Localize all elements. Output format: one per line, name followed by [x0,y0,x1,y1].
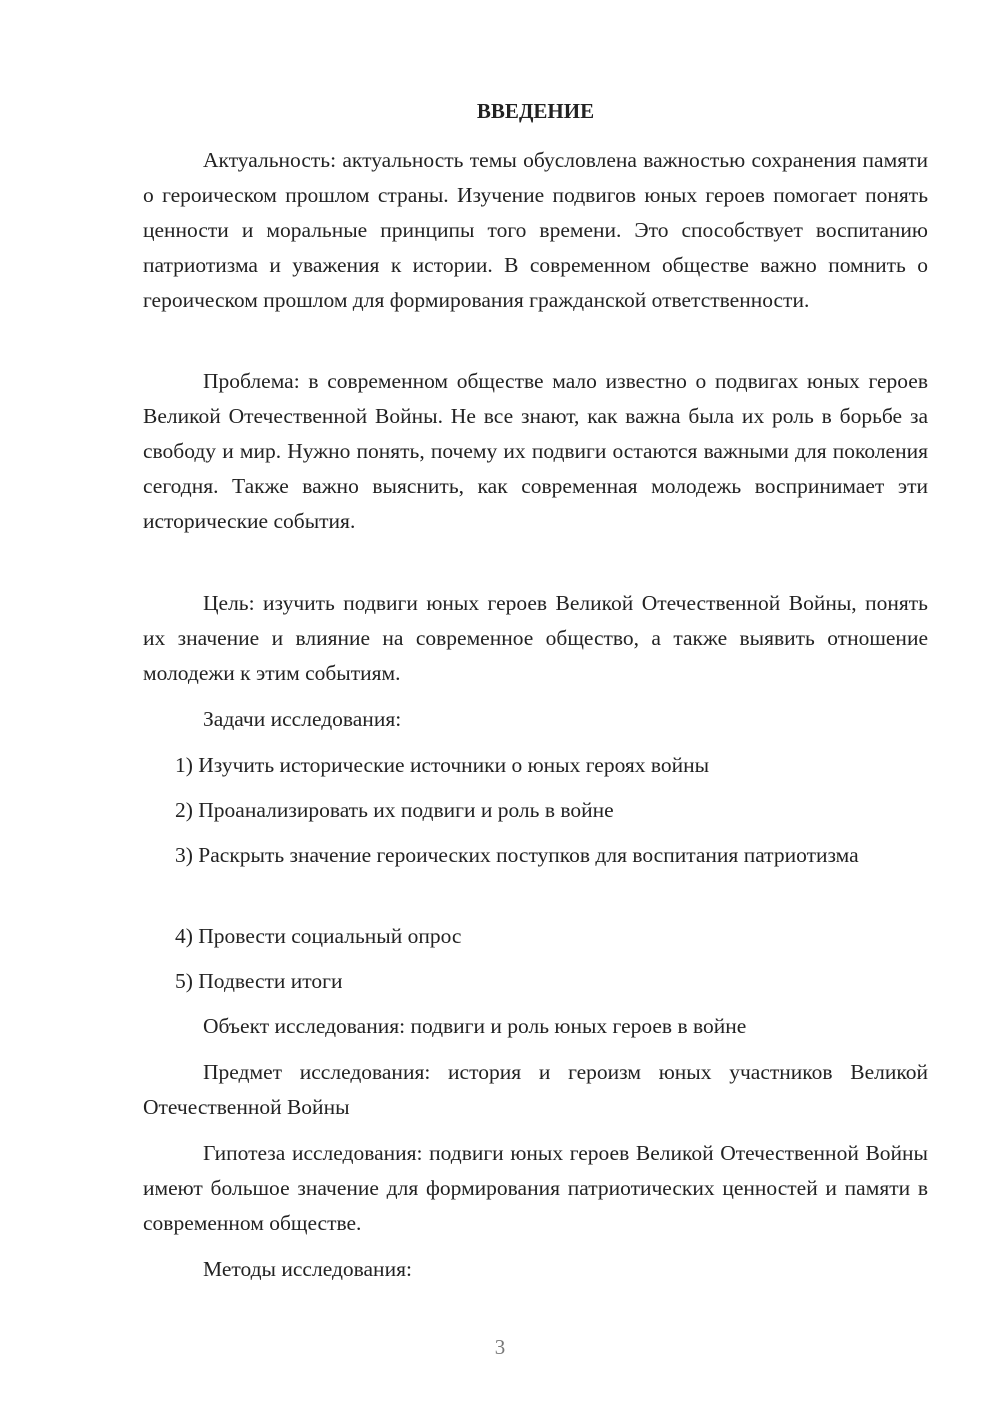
subject-paragraph: Предмет исследования: история и героизм юных участников Великой Отечественной Войны [143,1060,928,1119]
task-item: 2) Проанализировать их подвиги и роль в войне [175,798,614,822]
methods-heading: Методы исследования: [203,1257,412,1281]
goal-paragraph: Цель: изучить подвиги юных героев Великой Отечественной Войны, понять их значение и влияние на современное общество, а также выявить отношение молодежи к этим событиям. [143,591,928,685]
object-paragraph: Объект исследования: подвиги и роль юных героев в войне [203,1014,747,1038]
task-item: 1) Изучить исторические источники о юных героях войны [175,753,710,777]
task-item: 3) Раскрыть значение героических поступков для воспитания патриотизма [175,843,859,867]
tasks-heading: Задачи исследования: [203,707,402,731]
relevance-paragraph: Актуальность: актуальность темы обусловлена важностью сохранения памяти о героическом прошлом страны. Изучение подвигов юных героев помогает понять ценности и моральные принципы того времени. Это способствует воспитанию патриотизма и уважения к истории. В современном обществе важно помнить о героическом прошлом для формирования гражданской ответственности. [143,148,928,312]
task-item: 4) Провести социальный опрос [175,924,462,948]
task-item: 5) Подвести итоги [175,969,343,993]
section-heading: ВВЕДЕНИЕ [476,99,595,123]
hypothesis-paragraph: Гипотеза исследования: подвиги юных героев Великой Отечественной Войны имеют большое значение для формирования патриотических ценностей и памяти в современном обществе. [143,1141,928,1235]
page-number: 3 [494,1335,506,1359]
problem-paragraph: Проблема: в современном обществе мало известно о подвигах юных героев Великой Отечественной Войны. Не все знают, как важна была их роль в борьбе за свободу и мир. Нужно понять, почему их подвиги остаются важными для поколения сегодня. Также важно выяснить, как современная молодежь воспринимает эти исторические события. [143,369,928,533]
